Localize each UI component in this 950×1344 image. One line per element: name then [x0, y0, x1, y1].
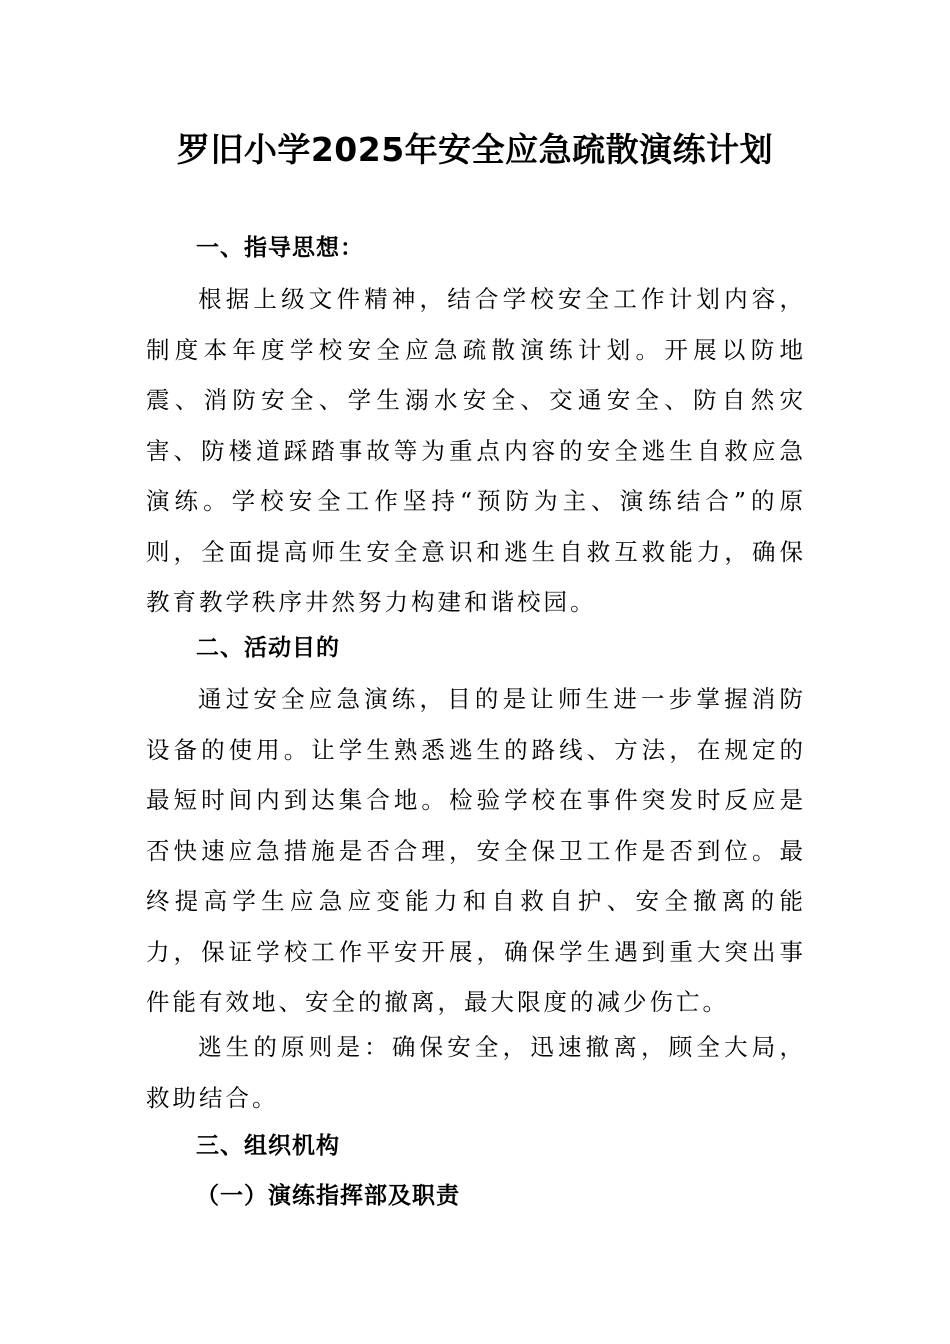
section-heading-activity-purpose: 二、活动目的 [196, 635, 340, 661]
document-title: 罗旧小学2025年安全应急疏散演练计划 [176, 130, 774, 169]
paragraph-activity-purpose: 通过安全应急演练，目的是让师生进一步掌握消防设备的使用。让学生熟悉逃生的路线、方法，在规定的最短时间内到达集合地。检验学校在事件突发时反应是否快速应急措施是否合理，安全保卫工作是否到位。最终提高学生应急应变能力和自救自护、安全撤离的能力，保证学校工作平安开展，确保学生遇到重大突出事件能有效地、安全的撤离，最大限度的减少伤亡。 [146, 685, 806, 1016]
section-heading-guiding-ideology: 一、指导思想： [196, 235, 364, 261]
paragraph-guiding-ideology: 根据上级文件精神，结合学校安全工作计划内容，制度本年度学校安全应急疏散演练计划。开展以防地震、消防安全、学生溺水安全、交通安全、防自然灾害、防楼道踩踏事故等为重点内容的安全逃生自救应急演练。学校安全工作坚持“预防为主、演练结合”的原则，全面提高师生安全意识和逃生自救互救能力，确保教育教学秩序井然努力构建和谐校园。 [146, 285, 806, 616]
section-heading-organization: 三、组织机构 [196, 1133, 340, 1159]
paragraph-escape-principle: 逃生的原则是：确保安全，迅速撤离，顾全大局，救助结合。 [146, 1033, 806, 1112]
subsection-heading-command: （一）演练指挥部及职责 [196, 1183, 460, 1209]
